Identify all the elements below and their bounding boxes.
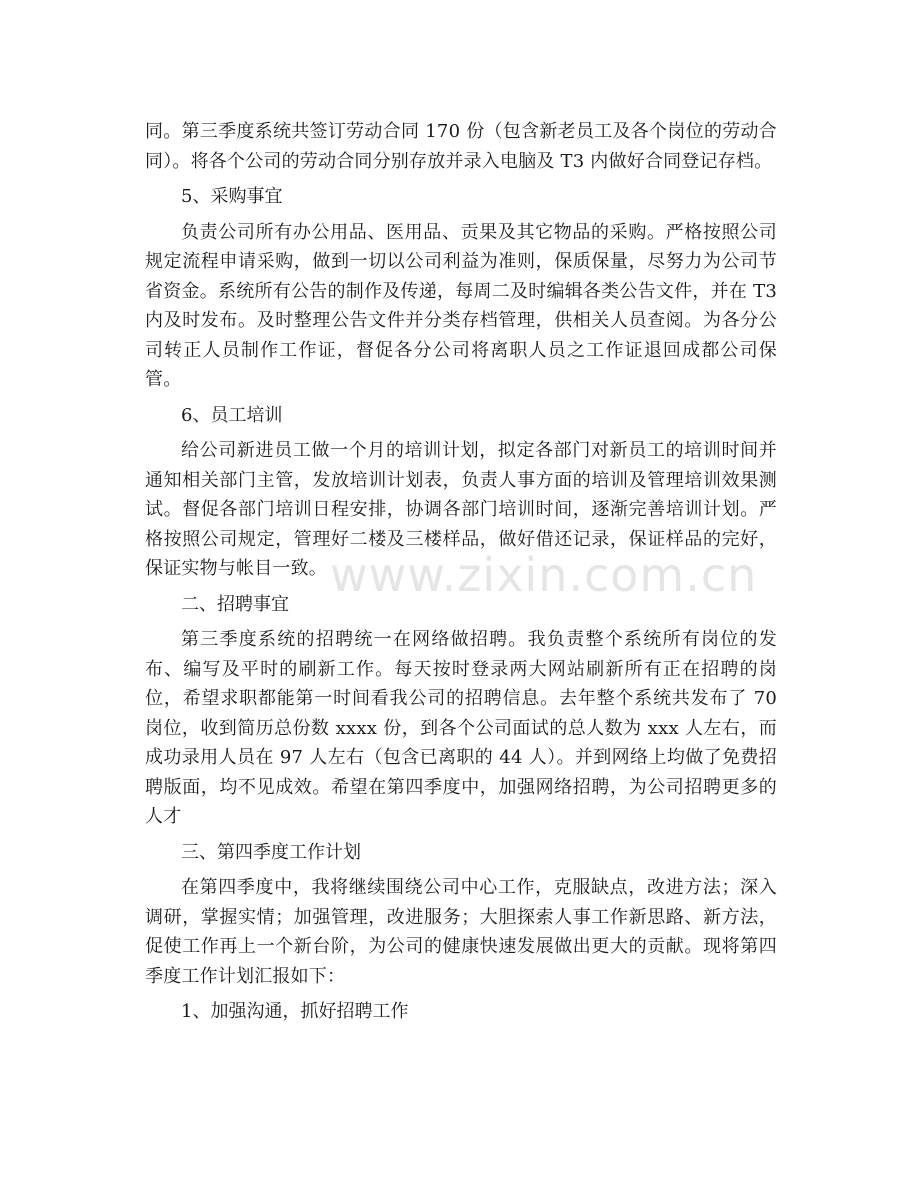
heading-recruitment: 二、招聘事宜 bbox=[181, 593, 289, 615]
paragraph-contract-summary: 同。第三季度系统共签订劳动合同 170 份（包含新老员工及各个岗位的劳动合同）。将各个公司的劳动合同分别存放并录入电脑及 T3 内做好合同登记存档。 bbox=[145, 121, 777, 172]
heading-communication: 1、加强沟通，抓好招聘工作 bbox=[181, 1001, 409, 1022]
heading-training: 6、员工培训 bbox=[181, 404, 283, 426]
paragraph-recruitment: 第三季度系统的招聘统一在网络做招聘。我负责整个系统所有岗位的发布、编写及平时的刷新工作。每天按时登录两大网站刷新所有正在招聘的岗位，希望求职都能第一时间看我公司的招聘信息。去年整个系统共发布了 70 岗位，收到简历总份数 xxxx 份，到各个公司面试的总人数为 xxx 人左右，而成功录用人员在 97 人左右（包含已离职的 44 人）。并到网络上均做了免费招聘版面，均不见成效。希望在第四季度中，加强网络招聘，为公司招聘更多的人才 bbox=[145, 629, 777, 827]
paragraph-procurement: 负责公司所有办公用品、医用品、贡果及其它物品的采购。严格按照公司规定流程申请采购，做到一切以公司利益为准则，保质保量，尽努力为公司节省资金。系统所有公告的制作及传递，每周二及时编辑各类公告文件，并在 T3 内及时发布。及时整理公告文件并分类存档管理，供相关人员查阅。为各分公司转正人员制作工作证，督促各分公司将离职人员之工作证退回成都公司保管。 bbox=[145, 221, 777, 390]
document-body bbox=[145, 117, 777, 1027]
paragraph-q4-plan: 在第四季度中，我将继续围绕公司中心工作，克服缺点，改进方法；深入调研，掌握实情；加强管理，改进服务；大胆探索人事工作新思路、新方法，促使工作再上一个新台阶，为公司的健康快速发展做出更大的贡献。现将第四季度工作计划汇报如下： bbox=[145, 877, 777, 987]
paragraph-training: 给公司新进员工做一个月的培训计划，拟定各部门对新员工的培训时间并通知相关部门主管，发放培训计划表，负责人事方面的培训及管理培训效果测试。督促各部门培训日程安排，协调各部门培训时间，逐渐完善培训计划。严格按照公司规定，管理好二楼及三楼样品，做好借还记录，保证样品的完好，保证实物与帐目一致。 bbox=[145, 440, 777, 579]
heading-procurement: 5、采购事宜 bbox=[181, 186, 283, 207]
watermark: www.zixin.com.cn bbox=[330, 548, 758, 602]
heading-q4-plan: 三、第四季度工作计划 bbox=[181, 841, 361, 863]
